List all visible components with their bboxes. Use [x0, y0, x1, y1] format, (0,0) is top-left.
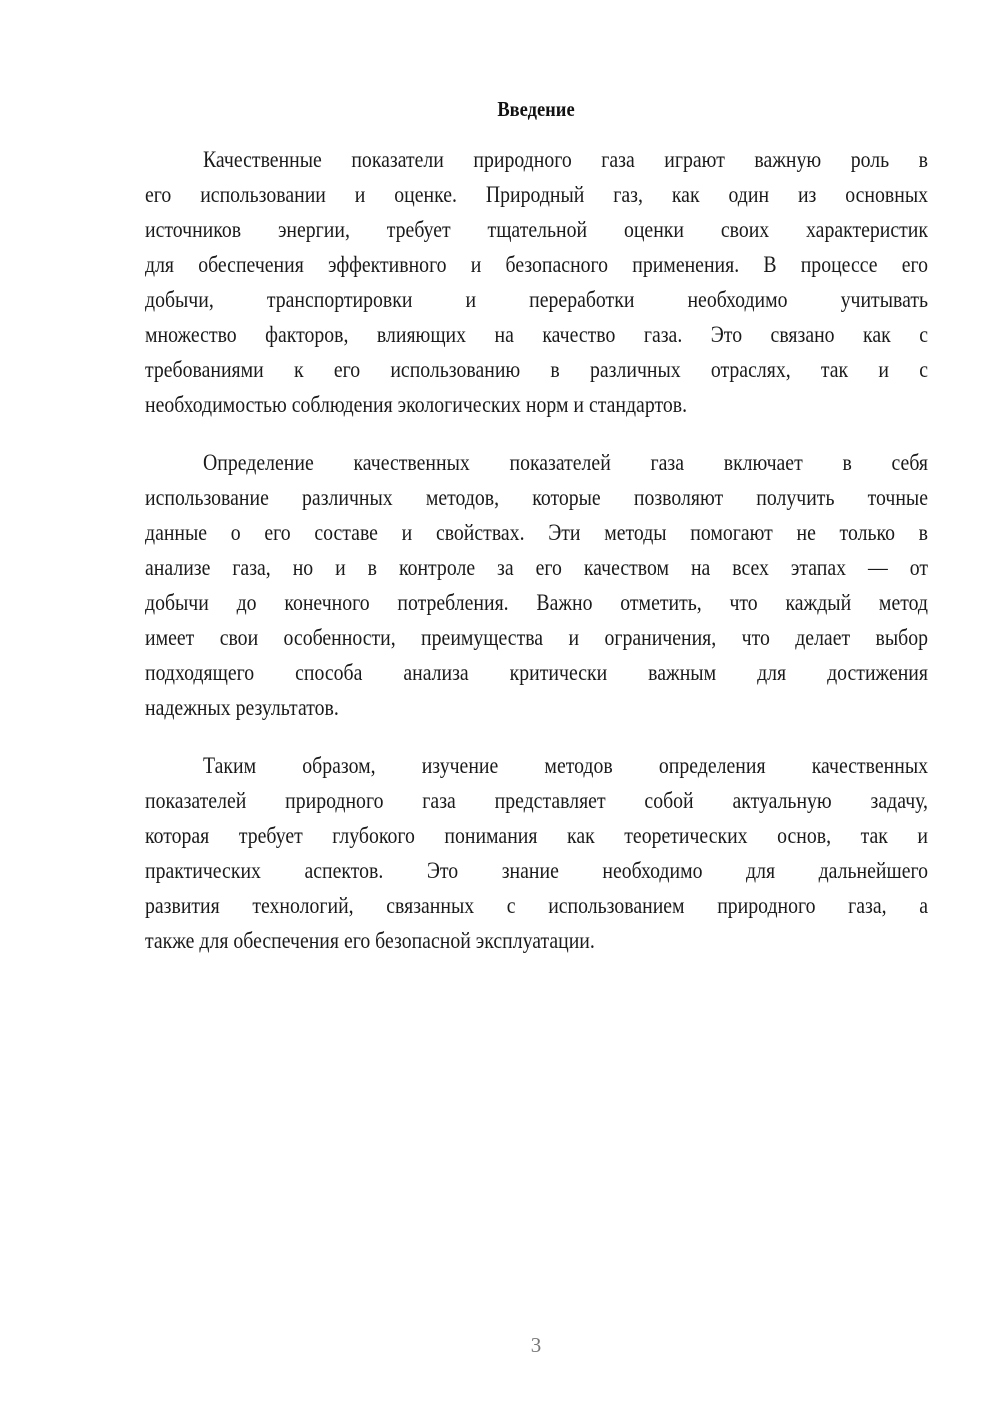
text-line: подходящего способа анализа критически важным для достижения — [145, 660, 929, 685]
text-line: показателей природного газа представляет собой актуальную задачу, — [145, 788, 929, 813]
text-line: источников энергии, требует тщательной оценки своих характеристик — [145, 217, 929, 242]
text-line: для обеспечения эффективного и безопасного применения. В процессе его — [145, 252, 929, 277]
text-line: также для обеспечения его безопасной эксплуатации. — [145, 928, 595, 953]
paragraph-3 — [145, 748, 928, 958]
text-line: практических аспектов. Это знание необходимо для дальнейшего — [145, 858, 929, 883]
text-line: развития технологий, связанных с использованием природного газа, а — [145, 893, 929, 918]
text-line: использование различных методов, которые позволяют получить точные — [145, 485, 929, 510]
section-heading: Введение — [497, 97, 575, 121]
page-number: 3 — [530, 1333, 542, 1357]
text-line: которая требует глубокого понимания как теоретических основ, так и — [145, 823, 929, 848]
text-line: множество факторов, влияющих на качество газа. Это связано как с — [145, 322, 929, 347]
text-line: необходимостью соблюдения экологических норм и стандартов. — [145, 392, 688, 417]
text-line: анализе газа, но и в контроле за его качеством на всех этапах — от — [145, 555, 929, 580]
paragraph-1 — [145, 142, 928, 422]
text-line: имеет свои особенности, преимущества и ограничения, что делает выбор — [145, 625, 929, 650]
text-line: добычи, транспортировки и переработки необходимо учитывать — [145, 287, 929, 312]
text-line: надежных результатов. — [145, 695, 339, 720]
text-line: требованиями к его использованию в различных отраслях, так и с — [145, 357, 929, 382]
text-line: Таким образом, изучение методов определения качественных — [203, 753, 929, 778]
paragraph-2 — [145, 445, 928, 725]
text-line: Качественные показатели природного газа играют важную роль в — [203, 147, 928, 172]
text-line: добычи до конечного потребления. Важно отметить, что каждый метод — [145, 590, 928, 615]
text-line: его использовании и оценке. Природный газ, как один из основных — [145, 182, 929, 207]
text-line: Определение качественных показателей газа включает в себя — [203, 450, 929, 475]
text-line: данные о его составе и свойствах. Эти методы помогают не только в — [145, 520, 929, 545]
